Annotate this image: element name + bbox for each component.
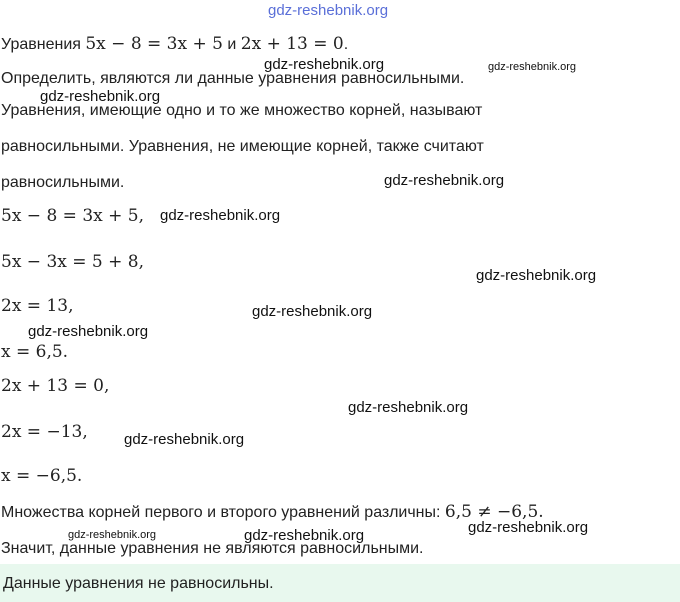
conclusion-inequality: 6,5 ≠ −6,5. (444, 502, 544, 522)
question-text: Определить, являются ли данные уравнения равносильными. (1, 70, 465, 87)
watermark: gdz-reshebnik.org (40, 88, 161, 105)
step-5: 2x + 13 = 0, (1, 376, 110, 396)
watermark: gdz-reshebnik.org (28, 323, 149, 340)
watermark: gdz-reshebnik.org (348, 399, 469, 416)
conclusion-text: Множества корней первого и второго уравнений различны: (1, 504, 445, 521)
watermark: gdz-reshebnik.org (160, 207, 281, 224)
equation-1: 5x − 8 = 3x + 5 (85, 34, 223, 54)
definition-line-2: равносильными. Уравнения, не имеющие корней, также считают (1, 138, 484, 155)
watermark: gdz-reshebnik.org (244, 527, 365, 544)
definition-line-3: равносильными. (1, 174, 125, 191)
equation-2: 2x + 13 = 0 (240, 34, 344, 54)
watermark: gdz-reshebnik.org (68, 529, 157, 541)
conclusion-line-2: Значит, данные уравнения не являются равносильными. (1, 540, 424, 557)
task-statement (1, 34, 348, 55)
watermark: gdz-reshebnik.org (252, 303, 373, 320)
step-3: 2x = 13, (1, 296, 74, 316)
task-suffix: . (343, 36, 349, 53)
watermark: gdz-reshebnik.org (384, 172, 505, 189)
step-1: 5x − 8 = 3x + 5, (1, 206, 144, 226)
watermark: gdz-reshebnik.org (476, 267, 597, 284)
step-7: x = −6,5. (1, 466, 83, 486)
conclusion-line-1 (1, 502, 544, 523)
task-conjunction: и (222, 36, 241, 53)
answer-box (0, 564, 680, 602)
watermark: gdz-reshebnik.org (468, 519, 589, 536)
answer-text: Данные уравнения не равносильны. (3, 575, 274, 592)
watermark: gdz-reshebnik.org (124, 431, 245, 448)
task-prefix: Уравнения (1, 36, 86, 53)
step-6: 2x = −13, (1, 422, 88, 442)
watermark: gdz-reshebnik.org (264, 56, 385, 73)
step-2: 5x − 3x = 5 + 8, (1, 252, 144, 272)
definition-line-1: Уравнения, имеющие одно и то же множество корней, называют (1, 102, 483, 119)
step-4: x = 6,5. (1, 342, 69, 362)
watermark: gdz-reshebnik.org (488, 61, 577, 73)
watermark-top: gdz-reshebnik.org (268, 2, 389, 19)
